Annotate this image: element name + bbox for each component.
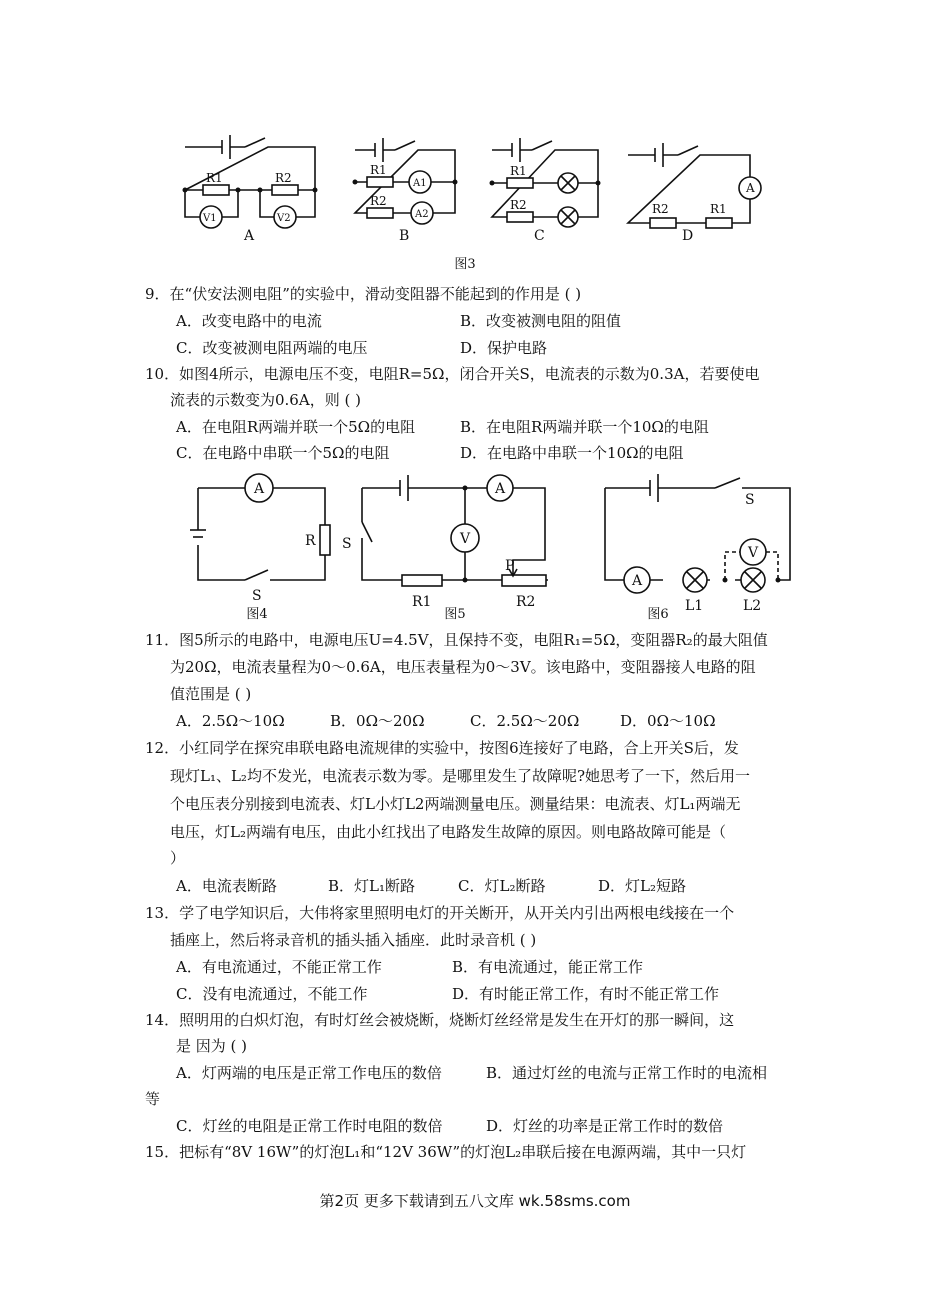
q11-stem-line3: 值范围是 ( ) — [170, 685, 252, 703]
q11-option-b: B．0Ω～20Ω — [330, 712, 425, 730]
fig5-label-v: V — [460, 531, 471, 547]
q14-option-c: C．灯丝的电阻是正常工作时电阻的数倍 — [176, 1117, 443, 1135]
q13-stem-line1: 13．学了电学知识后，大伟将家里照明电灯的开关断开，从开关内引出两根电线接在一个 — [145, 904, 735, 922]
q10-option-b: B．在电阻R两端并联一个10Ω的电阻 — [460, 418, 709, 436]
figure-3-caption: 图3 — [454, 257, 476, 272]
fig5-label-r2: R2 — [516, 594, 536, 610]
figure-4-caption: 图4 — [246, 607, 268, 622]
fig6-label-a: A — [632, 573, 643, 589]
q10-stem-line2: 流表的示数变为0.6A，则 ( ) — [170, 391, 361, 409]
fig3-label-d-r1: R1 — [710, 202, 727, 216]
fig3-panel-a: A — [244, 228, 255, 244]
q14-stem-line2: 是 因为 ( ) — [176, 1037, 248, 1055]
q15-stem-line1: 15．把标有“8V 16W”的灯泡L₁和“12V 36W”的灯泡L₂串联后接在电源两端，其中一只灯 — [145, 1143, 747, 1161]
q10-stem-line1: 10．如图4所示，电源电压不变，电阻R=5Ω，闭合开关S，电流表的示数为0.3A，若要使电 — [145, 365, 760, 383]
fig3-label-a2: A2 — [415, 209, 429, 220]
q14-stem-line1: 14．照明用的白炽灯泡，有时灯丝会被烧断，烧断灯丝经常是发生在开灯的那一瞬间，这 — [145, 1011, 735, 1029]
page-footer: 第2页 更多下载请到五八文库 wk.58sms.com — [319, 1192, 631, 1210]
q11-option-a: A．2.5Ω～10Ω — [176, 712, 285, 730]
q11-option-d: D．0Ω～10Ω — [620, 712, 716, 730]
figures-4-5-6 — [180, 470, 800, 620]
q14-option-b: B．通过灯丝的电流与正常工作时的电流相 — [486, 1064, 768, 1082]
fig6-label-l2: L2 — [743, 598, 762, 614]
q12-option-c: C．灯L₂断路 — [458, 877, 546, 895]
fig4-label-s: S — [252, 588, 262, 604]
q12-stem-line4: 电压，灯L₂两端有电压，由此小红找出了电路发生故障的原因。则电路故障可能是（ — [170, 823, 726, 841]
q11-stem-line2: 为20Ω，电流表量程为0～0.6A，电压表量程为0～3V。该电路中，变阻器接人电路的阻 — [170, 658, 756, 676]
q12-option-b: B．灯L₁断路 — [328, 877, 415, 895]
q9-option-b: B．改变被测电阻的阻值 — [460, 312, 622, 330]
q13-stem-line2: 插座上，然后将录音机的插头插入插座．此时录音机 ( ) — [170, 931, 537, 949]
figure-3 — [170, 125, 770, 250]
q14-option-d: D．灯丝的功率是正常工作时的数倍 — [486, 1117, 724, 1135]
q14-option-a: A．灯两端的电压是正常工作电压的数倍 — [176, 1064, 442, 1082]
fig4-label-a: A — [254, 481, 265, 497]
q10-option-c: C．在电路中串联一个5Ω的电阻 — [176, 444, 390, 462]
q13-option-a: A．有电流通过，不能正常工作 — [176, 958, 382, 976]
fig5-label-r1: R1 — [412, 594, 432, 610]
q12-stem-line2: 现灯L₁、L₂均不发光，电流表示数为零。是哪里发生了故障呢?她思考了一下，然后用一 — [170, 767, 750, 785]
figure-5-caption: 图5 — [444, 607, 466, 622]
q12-stem-line3: 个电压表分别接到电流表、灯L小灯L2两端测量电压。测量结果：电流表、灯L₁两端无 — [170, 795, 741, 813]
q12-option-a: A．电流表断路 — [176, 877, 277, 895]
q11-option-c: C．2.5Ω～20Ω — [470, 712, 580, 730]
fig5-label-a: A — [495, 481, 506, 497]
fig6-label-l1: L1 — [685, 598, 704, 614]
q9-option-a: A．改变电路中的电流 — [176, 312, 322, 330]
fig3-label-d-a: A — [746, 181, 755, 195]
fig3-label-r1: R1 — [206, 171, 223, 185]
q13-option-c: C．没有电流通过，不能工作 — [176, 985, 368, 1003]
q9-option-d: D．保护电路 — [460, 339, 548, 357]
fig3-label-b-r2: R2 — [370, 194, 387, 208]
fig3-panel-c: C — [534, 228, 545, 244]
q11-stem-line1: 11．图5所示的电路中，电源电压U=4.5V，且保持不变，电阻R₁=5Ω，变阻器R₂的最大阻值 — [145, 631, 768, 649]
fig3-label-v1: V1 — [203, 213, 217, 224]
q13-option-b: B．有电流通过，能正常工作 — [452, 958, 644, 976]
fig3-label-b-r1: R1 — [370, 163, 387, 177]
fig3-panel-b: B — [399, 228, 410, 244]
q13-option-d: D．有时能正常工作，有时不能正常工作 — [452, 985, 720, 1003]
fig5-label-p: P — [505, 558, 515, 574]
fig3-label-d-r2: R2 — [652, 202, 669, 216]
fig3-label-c-r1: R1 — [510, 164, 527, 178]
fig3-label-a1: A1 — [413, 178, 427, 189]
q12-option-d: D．灯L₂短路 — [598, 877, 687, 895]
fig3-label-r2: R2 — [275, 171, 292, 185]
q10-option-d: D．在电路中串联一个10Ω的电阻 — [460, 444, 684, 462]
q10-option-a: A．在电阻R两端并联一个5Ω的电阻 — [176, 418, 416, 436]
fig3-label-c-r2: R2 — [510, 198, 527, 212]
q12-stem-line1: 12．小红同学在探究串联电路电流规律的实验中，按图6连接好了电路，合上开关S后，发 — [145, 739, 739, 757]
q14-option-b-wrap: 等 — [145, 1090, 161, 1108]
fig4-label-r: R — [305, 533, 316, 549]
q12-stem-line5: ） — [170, 849, 186, 867]
fig3-panel-d: D — [682, 228, 694, 244]
q9-option-c: C．改变被测电阻两端的电压 — [176, 339, 368, 357]
fig6-label-s: S — [745, 492, 755, 508]
q9-stem: 9．在“伏安法测电阻”的实验中，滑动变阻器不能起到的作用是 ( ) — [145, 285, 582, 303]
figure-6-caption: 图6 — [647, 607, 669, 622]
fig5-label-s: S — [342, 536, 352, 552]
fig6-label-v: V — [748, 545, 759, 561]
fig3-label-v2: V2 — [277, 213, 291, 224]
